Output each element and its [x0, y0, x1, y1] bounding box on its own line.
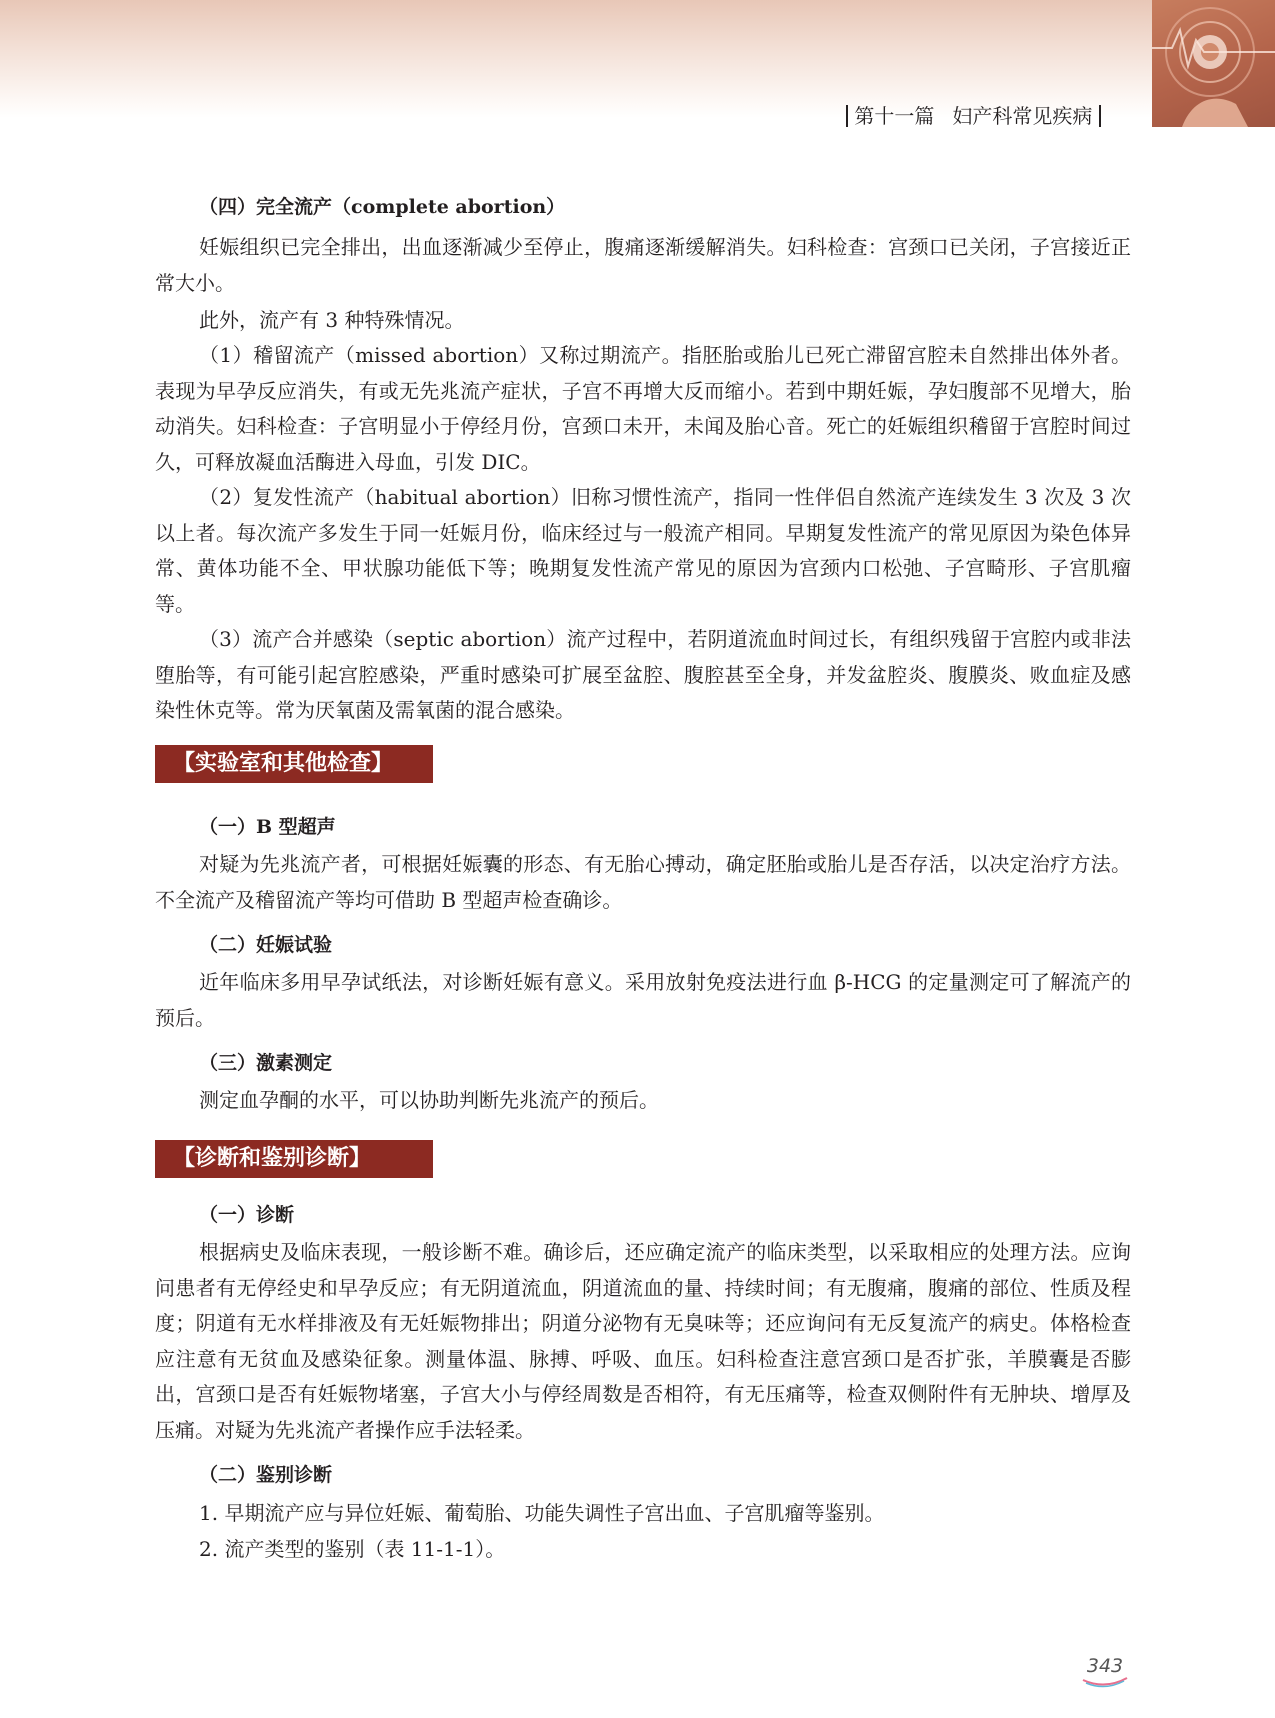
hormone-heading: （三）激素测定: [199, 1052, 333, 1074]
special-cases-paragraph: 此外，流产有 3 种特殊情况。: [199, 308, 465, 332]
complete-abortion-paragraph: 妊娠组织已完全排出，出血逐渐减少至停止，腹痛逐渐缓解消失。妇科检查：宫颈口已关闭，子宫接近正常大小。: [155, 235, 1131, 295]
running-head-divider-right: [1099, 105, 1101, 127]
stethoscope-heart-icon: [1152, 0, 1275, 127]
missed-abortion-paragraph: （1）稽留流产（missed abortion）又称过期流产。指胚胎或胎儿已死亡滞留宫腔未自然排出体外者。表现为早孕反应消失，有或无先兆流产症状，子宫不再增大反而缩小。若到中期妊娠，孕妇腹部不见增大，胎动消失。妇科检查：子宫明显小于停经月份，宫颈口未开，未闻及胎心音。死亡的妊娠组织稽留于宫腔时间过久，可释放凝血活酶进入母血，引发 DIC。: [155, 343, 1131, 474]
part-label: 第十一篇: [854, 104, 935, 128]
running-head: [846, 100, 1136, 134]
lab-section-title: 【实验室和其他检查】: [155, 745, 433, 783]
complete-abortion-heading: （四）完全流产（complete abortion）: [199, 196, 566, 218]
diagnosis-heading: （一）诊断: [199, 1204, 295, 1226]
pregnancy-test-paragraph: 近年临床多用早孕试纸法，对诊断妊娠有意义。采用放射免疫法进行血 β-HCG 的定量测定可了解流产的预后。: [155, 970, 1131, 1030]
habitual-abortion-paragraph: （2）复发性流产（habitual abortion）旧称习惯性流产，指同一性伴侣自然流产连续发生 3 次及 3 次以上者。每次流产多发生于同一妊娠月份，临床经过与一般流产相同。早期复发性流产的常见原因为染色体异常、黄体功能不全、甲状腺功能低下等；晚期复发性流产常见的原因为宫颈内口松弛、子宫畸形、子宫肌瘤等。: [155, 485, 1131, 616]
running-head-divider: [846, 105, 848, 127]
differential-item-2: 2. 流产类型的鉴别（表 11-1-1）。: [199, 1537, 506, 1561]
chapter-title: 妇产科常见疾病: [952, 104, 1093, 128]
ultrasound-paragraph: 对疑为先兆流产者，可根据妊娠囊的形态、有无胎心搏动，确定胚胎或胎儿是否存活，以决定治疗方法。不全流产及稽留流产等均可借助 B 型超声检查确诊。: [155, 852, 1131, 912]
septic-abortion-paragraph: （3）流产合并感染（septic abortion）流产过程中，若阴道流血时间过长，有组织残留于宫腔内或非法堕胎等，有可能引起宫腔感染，严重时感染可扩展至盆腔、腹腔甚至全身，并发盆腔炎、腹膜炎、败血症及感染性休克等。常为厌氧菌及需氧菌的混合感染。: [155, 627, 1131, 722]
hormone-paragraph: 测定血孕酮的水平，可以协助判断先兆流产的预后。: [199, 1088, 659, 1112]
ultrasound-heading: （一）B 型超声: [199, 816, 336, 838]
differential-item-1: 1. 早期流产应与异位妊娠、葡萄胎、功能失调性子宫出血、子宫肌瘤等鉴别。: [199, 1501, 885, 1525]
diagnosis-section-title: 【诊断和鉴别诊断】: [155, 1140, 433, 1178]
page-number: 343: [1086, 1655, 1124, 1677]
differential-heading: （二）鉴别诊断: [199, 1464, 333, 1486]
pregnancy-test-heading: （二）妊娠试验: [199, 934, 333, 956]
diagnosis-paragraph: 根据病史及临床表现，一般诊断不难。确诊后，还应确定流产的临床类型，以采取相应的处理方法。应询问患者有无停经史和早孕反应；有无阴道流血，阴道流血的量、持续时间；有无腹痛，腹痛的部位、性质及程度；阴道有无水样排液及有无妊娠物排出；阴道分泌物有无臭味等；还应询问有无反复流产的病史。体格检查应注意有无贫血及感染征象。测量体温、脉搏、呼吸、血压。妇科检查注意宫颈口是否扩张，羊膜囊是否膨出，宫颈口是否有妊娠物堵塞，子宫大小与停经周数是否相符，有无压痛等，检查双侧附件有无肿块、增厚及压痛。对疑为先兆流产者操作应手法轻柔。: [155, 1240, 1131, 1442]
